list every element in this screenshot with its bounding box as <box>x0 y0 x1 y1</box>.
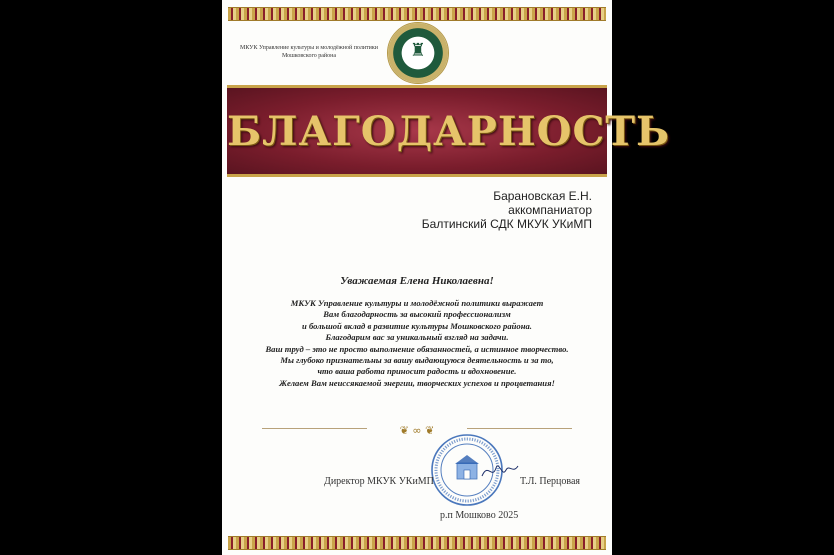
message-body <box>230 298 604 389</box>
recipient-name: Барановская Е.Н. <box>493 189 592 203</box>
message-line: Желаем Вам неиссякаемой энергии, творческих успехов и процветания! <box>279 377 555 388</box>
signatory-name: Т.Л. Перцовая <box>520 476 581 487</box>
recipient-block <box>342 189 592 231</box>
message-line: что ваша работа приносит радость и вдохновение. <box>317 366 517 377</box>
message-line: Вам благодарность за высокий профессионализм <box>323 309 511 320</box>
ornament-divider-icon: ❦ ∞ ❦ <box>367 424 467 437</box>
organization-header <box>234 44 384 60</box>
decorative-border-bottom <box>228 536 606 550</box>
signatory-title: Директор МКУК УКиМП <box>324 476 434 487</box>
message-line: Благодарим вас за уникальный взгляд на задачи. <box>325 332 509 343</box>
certificate-title: БЛАГОДАРНОСТЬ <box>227 108 671 155</box>
title-banner <box>227 85 671 177</box>
org-region-line: Мошковского района <box>281 53 337 59</box>
message-line: Ваш труд – это не просто выполнение обязанностей, а истинное творчество. <box>265 343 569 354</box>
salutation: Уважаемая Елена Николаевна! <box>340 275 494 287</box>
message-line: Мы глубоко признательны за вашу выдающуюся деятельность и за то, <box>280 355 554 366</box>
message-line: и большой вклад в развитие культуры Мошковского района. <box>302 320 532 331</box>
recipient-position: аккомпаниатор <box>508 203 592 217</box>
handwritten-signature <box>480 458 520 482</box>
certificate-page <box>222 0 671 555</box>
org-name-line: МКУК Управление культуры и молодёжной политики <box>239 45 379 51</box>
recipient-organization: Балтинский СДК МКУК УКиМП <box>421 217 592 231</box>
message-line: МКУК Управление культуры и молодёжной политики выражает <box>290 298 544 308</box>
decorative-border-top <box>228 7 606 21</box>
district-emblem-icon: ♜ <box>387 22 449 84</box>
place-date: р.п Мошково 2025 <box>440 510 519 521</box>
